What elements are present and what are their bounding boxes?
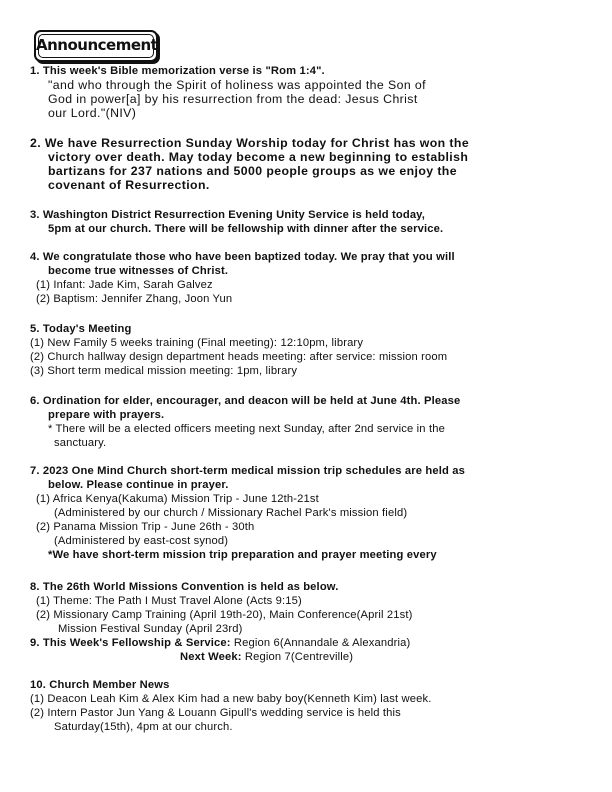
item-1-bible-verse <box>30 64 590 120</box>
item-5-meeting-3: (3) Short term medical mission meeting: 1pm, library <box>30 365 298 377</box>
item-10-title: 10. Church Member News <box>30 679 170 691</box>
item-9-fellowship-service <box>30 636 590 664</box>
badge-inner-border <box>38 34 154 58</box>
item-8-title: 8. The 26th World Missions Convention is held as below. <box>30 581 339 593</box>
item-1-title: 1. This week's Bible memorization verse is "Rom 1:4". <box>30 65 325 77</box>
item-7-line-1: 7. 2023 One Mind Church short-term medical mission trip schedules are held as <box>30 465 465 477</box>
item-9-this-week-value: Region 6(Annandale & Alexandria) <box>230 637 411 649</box>
item-7-trip-1: (1) Africa Kenya(Kakuma) Mission Trip - June 12th-21st <box>36 493 319 505</box>
item-4-baptism <box>30 250 590 306</box>
item-1-verse-line-2: God in power[a] by his resurrection from the dead: Jesus Christ <box>48 92 418 106</box>
item-5-meeting-1: (1) New Family 5 weeks training (Final meeting): 12:10pm, library <box>30 337 364 349</box>
item-4-line-2: become true witnesses of Christ. <box>48 265 229 277</box>
item-2-resurrection-worship <box>30 136 590 192</box>
item-7-trip-2-admin: (Administered by east-cost synod) <box>54 535 229 547</box>
item-9-this-week-label: 9. This Week's Fellowship & Service: <box>30 637 231 649</box>
announcement-badge <box>34 30 158 62</box>
item-2-line-4: covenant of Resurrection. <box>48 178 210 192</box>
item-7-trip-2: (2) Panama Mission Trip - June 26th - 30th <box>36 521 255 533</box>
badge-title: Announcement <box>36 36 158 54</box>
item-7-line-2: below. Please continue in prayer. <box>48 479 229 491</box>
item-4-baptism-names: (2) Baptism: Jennifer Zhang, Joon Yun <box>36 293 233 305</box>
item-2-line-2: victory over death. May today become a new beginning to establish <box>48 150 469 164</box>
item-7-mission-trips <box>30 464 590 562</box>
item-3-line-1: 3. Washington District Resurrection Evening Unity Service is held today, <box>30 209 425 221</box>
item-2-line-3: bartizans for 237 nations and 5000 people groups as we enjoy the <box>48 164 457 178</box>
item-10-news-2-cont: Saturday(15th), 4pm at our church. <box>54 721 233 733</box>
item-6-line-1: 6. Ordination for elder, encourager, and deacon will be held at June 4th. Please <box>30 395 461 407</box>
item-10-news-1: (1) Deacon Leah Kim & Alex Kim had a new baby boy(Kenneth Kim) last week. <box>30 693 432 705</box>
item-4-infant: (1) Infant: Jade Kim, Sarah Galvez <box>36 279 213 291</box>
item-3-unity-service <box>30 208 590 236</box>
item-8-camp-training: (2) Missionary Camp Training (April 19th-20), Main Conference(April 21st) <box>36 609 413 621</box>
item-9-next-week <box>30 650 590 664</box>
item-5-meeting-2: (2) Church hallway design department heads meeting: after service: mission room <box>30 351 448 363</box>
item-1-verse-line-1: "and who through the Spirit of holiness was appointed the Son of <box>48 78 426 92</box>
item-7-trip-1-admin: (Administered by our church / Missionary Rachel Park's mission field) <box>54 507 408 519</box>
item-3-line-2: 5pm at our church. There will be fellowship with dinner after the service. <box>48 223 444 235</box>
item-9-next-week-value: Region 7(Centreville) <box>241 651 354 663</box>
item-7-prayer-note: *We have short-term mission trip preparation and prayer meeting every <box>48 549 437 561</box>
item-6-ordination <box>30 394 590 450</box>
item-4-line-1: 4. We congratulate those who have been baptized today. We pray that you will <box>30 251 455 263</box>
item-8-theme: (1) Theme: The Path I Must Travel Alone (Acts 9:15) <box>36 595 302 607</box>
item-6-note-line-1: * There will be a elected officers meeting next Sunday, after 2nd service in the <box>48 423 445 435</box>
item-10-news-2: (2) Intern Pastor Jun Yang & Louann Gipull's wedding service is held this <box>30 707 401 719</box>
item-8-festival: Mission Festival Sunday (April 23rd) <box>58 623 243 635</box>
item-8-missions-convention <box>30 580 590 636</box>
item-5-title: 5. Today's Meeting <box>30 323 132 335</box>
item-6-note-line-2: sanctuary. <box>54 437 107 449</box>
item-9-this-week <box>30 636 590 650</box>
item-6-line-2: prepare with prayers. <box>48 409 165 421</box>
item-2-line-1: 2. We have Resurrection Sunday Worship today for Christ has won the <box>30 136 470 150</box>
item-5-todays-meeting <box>30 322 590 378</box>
item-10-member-news <box>30 678 590 734</box>
item-1-verse-line-3: our Lord."(NIV) <box>48 106 137 120</box>
item-9-next-week-label: Next Week: <box>180 651 242 663</box>
